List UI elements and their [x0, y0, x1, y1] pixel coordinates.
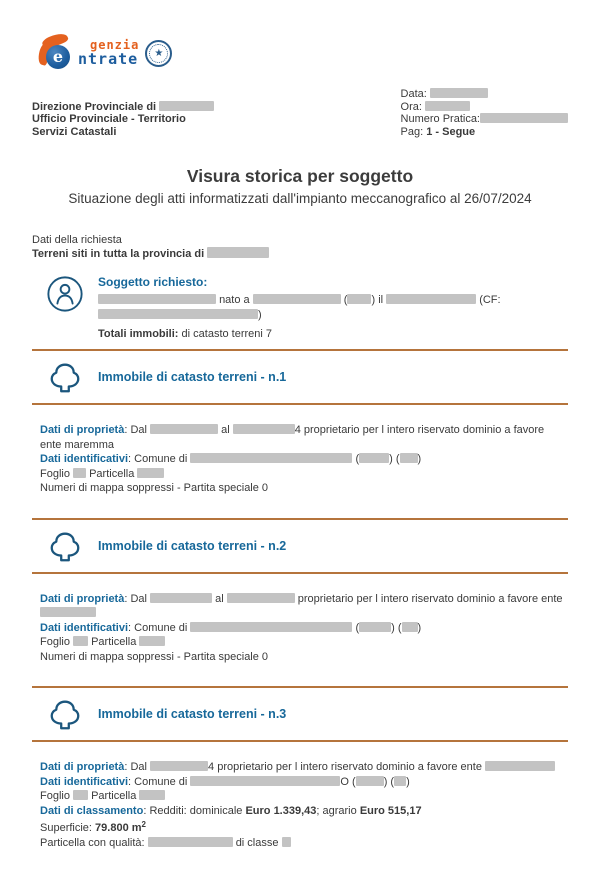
redacted-birthplace — [253, 294, 341, 304]
date-row: Data: — [401, 88, 568, 101]
logo-word-entrate: ntrate — [78, 50, 139, 68]
page-subtitle: Situazione degli atti informatizzati dall'impianto meccanografico al 26/07/2024 — [68, 191, 532, 206]
redacted-code — [356, 776, 384, 786]
foglio-particella-line: Foglio Particella — [40, 467, 568, 482]
redacted-time — [425, 101, 470, 111]
qualita-line: Particella con qualità: di classe — [40, 836, 568, 851]
page-number-value: 1 - Segue — [426, 125, 476, 138]
subject-totals-line — [98, 327, 568, 342]
logo-wordmark — [78, 34, 139, 67]
subject-details — [98, 273, 568, 342]
dominicale-value: Euro 1.339,43 — [245, 804, 317, 817]
section-title-2: Immobile di catasto terreni - n.2 — [98, 538, 287, 553]
page-title: Visura storica per soggetto — [186, 166, 414, 186]
redacted-code — [402, 622, 418, 632]
redacted-foglio — [73, 636, 88, 646]
section-content-1 — [40, 423, 568, 496]
superficie-value: 79.800 $m^2$ — [95, 820, 146, 834]
redacted-classe — [282, 837, 291, 847]
identification-data-line: Dati identificativi: Comune di ( ) ( ) — [40, 621, 422, 634]
totals-label: Totali immobili: — [98, 328, 179, 340]
redacted-particella — [139, 636, 165, 646]
practice-number-row: Numero Pratica: — [401, 113, 568, 126]
italy-emblem-icon — [145, 40, 172, 67]
agenzia-entrate-logo — [40, 34, 568, 72]
section-content-3 — [40, 760, 568, 850]
redacted-ente — [485, 761, 555, 771]
logo-word-agenzia: genzia — [90, 38, 140, 52]
redacted-foglio — [73, 468, 86, 478]
visura-document — [0, 34, 600, 850]
section-band-3 — [32, 686, 568, 742]
redacted-comune — [190, 622, 352, 632]
redacted-name — [98, 294, 216, 304]
section-content-2 — [40, 592, 568, 665]
request-data-block — [32, 233, 568, 261]
person-icon — [46, 273, 98, 342]
document-header — [32, 88, 568, 138]
mappa-soppressi-line: Numeri di mappa soppressi - Partita speciale 0 — [40, 482, 269, 494]
redacted-birthdate — [386, 294, 476, 304]
redacted-particella — [137, 468, 164, 478]
redacted-date-from — [150, 424, 218, 434]
request-label: Dati della richiesta — [32, 234, 122, 246]
section-title-3: Immobile di catasto terreni - n.3 — [98, 707, 287, 721]
redacted-date-to — [227, 593, 295, 603]
section-band-1 — [32, 349, 568, 405]
office-line-1: Direzione Provinciale di — [32, 101, 214, 114]
section-title-1: Immobile di catasto terreni - n.1 — [98, 370, 287, 384]
superficie-line: Superficie: 79.800 $m^2$ — [40, 820, 146, 834]
tree-icon — [46, 696, 98, 732]
redacted-date-from — [150, 761, 208, 771]
property-data-line: Dati di proprietà: Dal 4 proprietario per l intero riservato dominio a favore ente — [40, 760, 568, 775]
redacted-particella — [139, 790, 165, 800]
agenzia-entrate-logo-icon — [40, 34, 74, 72]
redacted-province — [159, 101, 214, 111]
logo-sphere-e: e — [46, 45, 70, 69]
time-row: Ora: — [401, 101, 568, 114]
mappa-soppressi-line: Numeri di mappa soppressi - Partita speciale 0 — [40, 650, 269, 663]
identification-data-line: Dati identificativi: Comune di O ( ) ( ) — [40, 775, 410, 788]
office-address-block — [32, 101, 214, 139]
practice-info-block — [401, 88, 568, 138]
redacted-qualita — [148, 837, 233, 847]
redacted-date-to — [233, 424, 295, 434]
redacted-comune — [190, 453, 352, 463]
tree-icon — [46, 359, 98, 395]
redacted-fiscal-code — [98, 309, 258, 319]
redacted-ente — [40, 607, 96, 617]
page-number-row: Pag: 1 - Segue — [400, 125, 476, 138]
redacted-date — [430, 88, 488, 98]
redacted-code — [359, 453, 389, 463]
redacted-province-code — [347, 294, 371, 304]
totals-value: di catasto terreni 7 — [181, 328, 273, 340]
property-data-line: Dati di proprietà: Dal al proprietario per l intero riservato dominio a favore ente — [40, 592, 568, 621]
tree-icon — [46, 528, 98, 564]
classamento-line: Dati di classamento: Redditi: dominicale Euro 1.339,43; agrario Euro 515,17 — [40, 804, 422, 817]
agrario-value: Euro 515,17 — [359, 804, 422, 817]
subject-identity-line: nato a ( ) il (CF: ) — [98, 293, 568, 323]
foglio-particella-line: Foglio Particella — [40, 789, 568, 804]
redacted-practice-number — [480, 113, 568, 123]
foglio-particella-line: Foglio Particella — [40, 635, 568, 650]
property-data-line: Dati di proprietà: Dal al 4 proprietario per l intero riservato dominio a favore ente maremma — [40, 424, 545, 451]
redacted-province — [207, 247, 269, 258]
italy-emblem-star: ★ — [149, 44, 168, 63]
redacted-date-from — [150, 593, 212, 603]
redacted-code — [400, 453, 418, 463]
section-band-2 — [32, 518, 568, 574]
redacted-code — [394, 776, 406, 786]
redacted-code — [359, 622, 391, 632]
redacted-comune — [190, 776, 340, 786]
identification-data-line: Dati identificativi: Comune di ( ) ( ) — [40, 453, 422, 465]
subject-block — [32, 273, 568, 342]
request-scope: Terreni siti in tutta la provincia di — [32, 247, 568, 261]
office-line-3: Servizi Catastali — [32, 125, 117, 138]
office-line-2: Ufficio Provinciale - Territorio — [32, 113, 186, 125]
redacted-foglio — [73, 790, 88, 800]
subject-title: Soggetto richiesto: — [98, 275, 208, 289]
